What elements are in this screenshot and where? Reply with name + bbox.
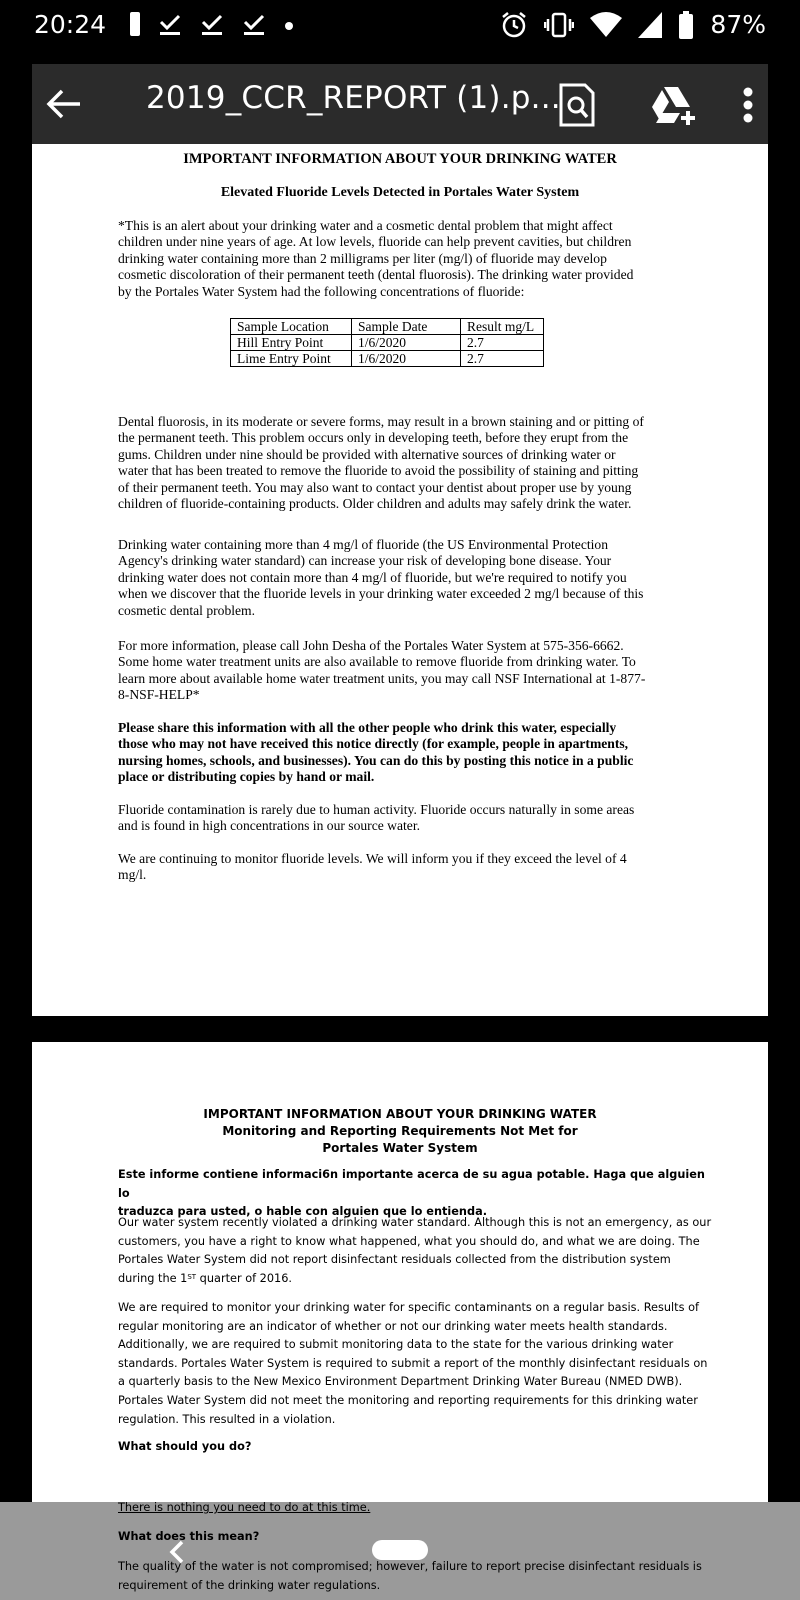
table-row	[231, 351, 544, 367]
download-done-icon	[200, 12, 224, 36]
download-done-icon	[242, 12, 266, 36]
spanish-notice: Este informe contiene informaci6n importante acerca de su agua potable. Haga que alguien lo traduzca para usted, o hable con alguien que lo entienda.	[118, 1168, 705, 1219]
nav-back-button[interactable]	[166, 1538, 190, 1566]
arrow-back-icon	[46, 88, 82, 120]
fluorosis-paragraph: Dental fluorosis, in its moderate or severe forms, may result in a brown staining and or pitting of the permanent teeth. This problem occurs only in developing teeth, before they erupt from the gums. Children under nine should be provided with alternative sources of drinking water or water that has been treated to remove the fluoride to avoid the possibility of staining and pitting of their permanent teeth. You may also want to contact your dentist about proper use by young children of fluoride-containing products. Older children and adults may safely drink the water.	[118, 414, 644, 512]
monitoring-paragraph: We are continuing to monitor fluoride levels. We will inform you if they exceed the level of 4 mg/l.	[118, 851, 627, 883]
status-bar	[0, 0, 800, 50]
battery-icon	[678, 11, 694, 39]
bone-disease-paragraph: Drinking water containing more than 4 mg/l of fluoride (the US Environmental Protection Agency's drinking water standard) can increase your risk of developing bone disease. Your drinking water does not contain more than 4 mg/l of fluoride, but we're required to notify you when we discover that the fluoride levels in your drinking water exceeded 2 mg/l because of this cosmetic dental problem.	[118, 537, 644, 618]
table-header: Sample Date	[352, 319, 461, 335]
status-time: 20:24	[34, 10, 107, 39]
what-it-means-answer: The quality of the water is not compromised; however, failure to report precise disinfectant residuals is requirement of the drinking water regulations.	[118, 1560, 702, 1592]
wifi-icon	[590, 12, 622, 38]
app-toolbar	[32, 64, 768, 144]
table-cell: 1/6/2020	[352, 351, 461, 367]
home-handle[interactable]	[372, 1540, 428, 1560]
battery-percent: 87%	[710, 10, 766, 39]
pdf-page-2	[32, 1042, 768, 1502]
what-to-do-answer: There is nothing you need to do at this time.	[118, 1501, 371, 1514]
battery-saver-icon	[130, 12, 140, 36]
table-cell: 2.7	[461, 335, 544, 351]
page2-heading: IMPORTANT INFORMATION ABOUT YOUR DRINKING WATER Monitoring and Reporting Requirements Not Met for Portales Water System	[203, 1107, 597, 1155]
page-subheading: Elevated Fluoride Levels Detected in Portales Water System	[220, 185, 580, 200]
download-done-icon	[158, 12, 182, 36]
table-cell: 2.7	[461, 351, 544, 367]
document-title: 2019_CCR_REPORT (1).p...	[146, 80, 561, 116]
requirements-paragraph: We are required to monitor your drinking water for specific contaminants on a regular basis. Results of regular monitoring are an indicator of whether or not our drinking water meets health standards. Additionally, we are required to submit monitoring data to the state for the various drinking water standards. Portales Water System is required to submit a report of the monthly disinfectant residuals on a quarterly basis to the New Mexico Environment Department Drinking Water Bureau (NMED DWB). Portales Water System did not meet the monitoring and reporting requirements for this drinking water regulation. This resulted in a violation.	[118, 1301, 708, 1426]
contamination-paragraph: Fluoride contamination is rarely due to human activity. Fluoride occurs naturally in some areas and is found in high concentrations in our source water.	[118, 802, 635, 834]
page-heading: IMPORTANT INFORMATION ABOUT YOUR DRINKING WATER	[183, 151, 617, 167]
table-header-row	[231, 319, 544, 335]
table-header: Sample Location	[231, 319, 352, 335]
more-options-button[interactable]	[736, 78, 760, 132]
contact-paragraph: For more information, please call John Desha of the Portales Water System at 575-356-6662. Some home water treatment units are also available to remove fluoride from drinking water. To learn more about available home water treatment units, you may call NSF International at 1-877- 8-NSF-HELP*	[118, 638, 646, 703]
nav-back-icon	[166, 1538, 190, 1566]
share-notice-paragraph: Please share this information with all the other people who drink this water, especially those who may not have received this notice directly (for example, people in apartments, nursing homes, schools, and businesses). You can do this by posting this notice in a public place or distributing copies by hand or mail.	[118, 720, 634, 785]
table-cell: 1/6/2020	[352, 335, 461, 351]
add-to-drive-button[interactable]	[644, 78, 704, 132]
pdf-page-1	[32, 144, 768, 1016]
system-icons	[500, 10, 766, 39]
back-button[interactable]	[38, 78, 90, 130]
more-notifications-dot-icon	[284, 12, 294, 36]
add-to-drive-icon	[650, 85, 698, 125]
vibrate-icon	[544, 12, 574, 38]
table-row	[231, 335, 544, 351]
alarm-icon	[500, 11, 528, 39]
what-to-do-question: What should you do?	[118, 1440, 252, 1453]
violation-paragraph: Our water system recently violated a drinking water standard. Although this is not an emergency, as our customers, you have a right to know what happened, what you should do, and what we are doing. The Portales Water System did not report disinfectant residuals collected from the distribution system during the 1ST quarter of 2016.	[118, 1216, 712, 1285]
notification-icons	[130, 12, 294, 36]
table-cell: Hill Entry Point	[231, 335, 352, 351]
signal-icon	[638, 12, 662, 38]
more-vert-icon	[743, 87, 753, 123]
alert-paragraph: *This is an alert about your drinking water and a cosmetic dental problem that might affect children under nine years of age. At low levels, fluoride can help prevent cavities, but children drinking water containing more than 2 milligrams per liter (mg/l) of fluoride may develop cosmetic discoloration of their permanent teeth (dental fluorosis). The drinking water provided by the Portales Water System had the following concentrations of fluoride:	[118, 218, 634, 299]
find-in-document-button[interactable]	[550, 78, 604, 132]
find-in-page-icon	[559, 83, 595, 127]
table-header: Result mg/L	[461, 319, 544, 335]
fluoride-table	[230, 318, 544, 367]
what-it-means-question: What does this mean?	[118, 1530, 260, 1543]
table-cell: Lime Entry Point	[231, 351, 352, 367]
